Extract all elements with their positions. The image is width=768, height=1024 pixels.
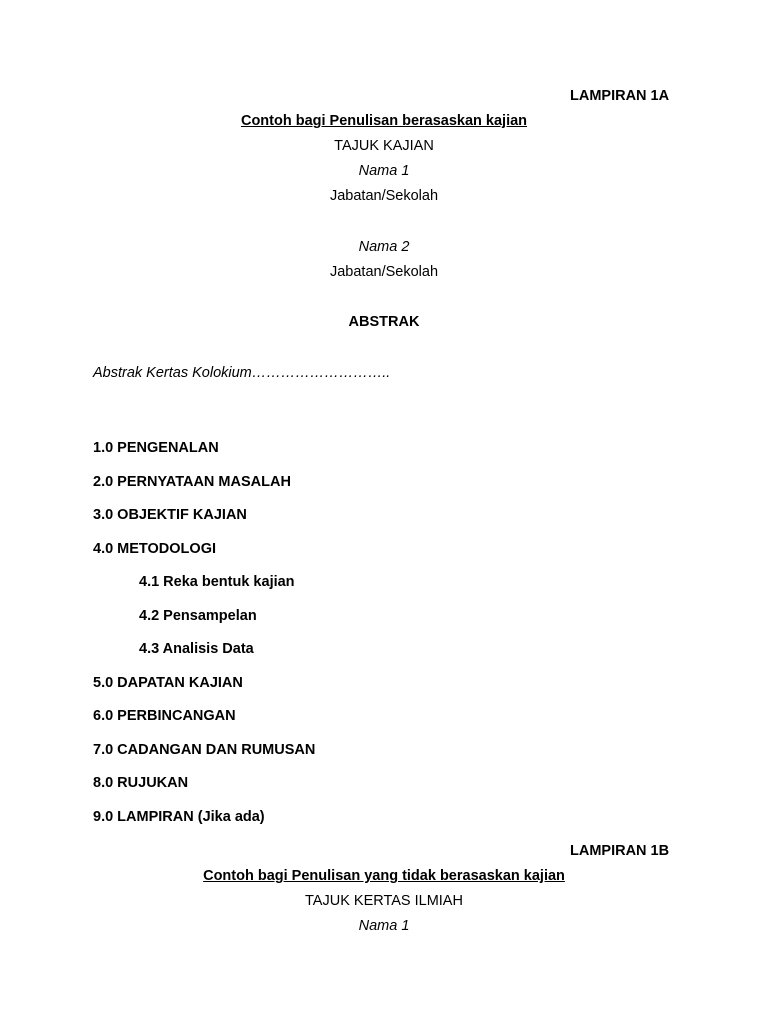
section-heading: 3.0 OBJEKTIF KAJIAN bbox=[93, 507, 247, 523]
subsection-heading: 4.2 Pensampelan bbox=[139, 608, 257, 624]
abstract-heading: ABSTRAK bbox=[348, 314, 420, 330]
appendix-a-author1-dept: Jabatan/Sekolah bbox=[329, 188, 439, 204]
section-heading: 1.0 PENGENALAN bbox=[93, 440, 219, 456]
section-heading: 8.0 RUJUKAN bbox=[93, 775, 189, 791]
appendix-b-label: LAMPIRAN 1B bbox=[570, 843, 670, 859]
section-heading: 5.0 DAPATAN KAJIAN bbox=[93, 675, 243, 691]
appendix-a-author1-name: Nama 1 bbox=[358, 163, 410, 179]
appendix-a-title: TAJUK KAJIAN bbox=[334, 138, 434, 154]
subsection-heading: 4.3 Analisis Data bbox=[139, 641, 254, 657]
section-heading: 9.0 LAMPIRAN (Jika ada) bbox=[93, 809, 265, 825]
section-heading: 2.0 PERNYATAAN MASALAH bbox=[93, 474, 291, 490]
appendix-b-example-heading: Contoh bagi Penulisan yang tidak berasaskan kajian bbox=[203, 868, 565, 884]
appendix-a-example-heading: Contoh bagi Penulisan berasaskan kajian bbox=[240, 113, 528, 129]
subsection-heading: 4.1 Reka bentuk kajian bbox=[139, 574, 295, 590]
appendix-a-label: LAMPIRAN 1A bbox=[570, 88, 670, 104]
appendix-b-author1-name: Nama 1 bbox=[358, 918, 410, 934]
section-heading: 4.0 METODOLOGI bbox=[93, 541, 217, 557]
appendix-a-author2-dept: Jabatan/Sekolah bbox=[329, 264, 439, 280]
section-heading: 6.0 PERBINCANGAN bbox=[93, 708, 236, 724]
section-heading: 7.0 CADANGAN DAN RUMUSAN bbox=[93, 742, 316, 758]
appendix-b-title: TAJUK KERTAS ILMIAH bbox=[305, 893, 463, 909]
abstract-text: Abstrak Kertas Kolokium……………………….. bbox=[93, 365, 391, 381]
appendix-a-author2-name: Nama 2 bbox=[358, 239, 410, 255]
